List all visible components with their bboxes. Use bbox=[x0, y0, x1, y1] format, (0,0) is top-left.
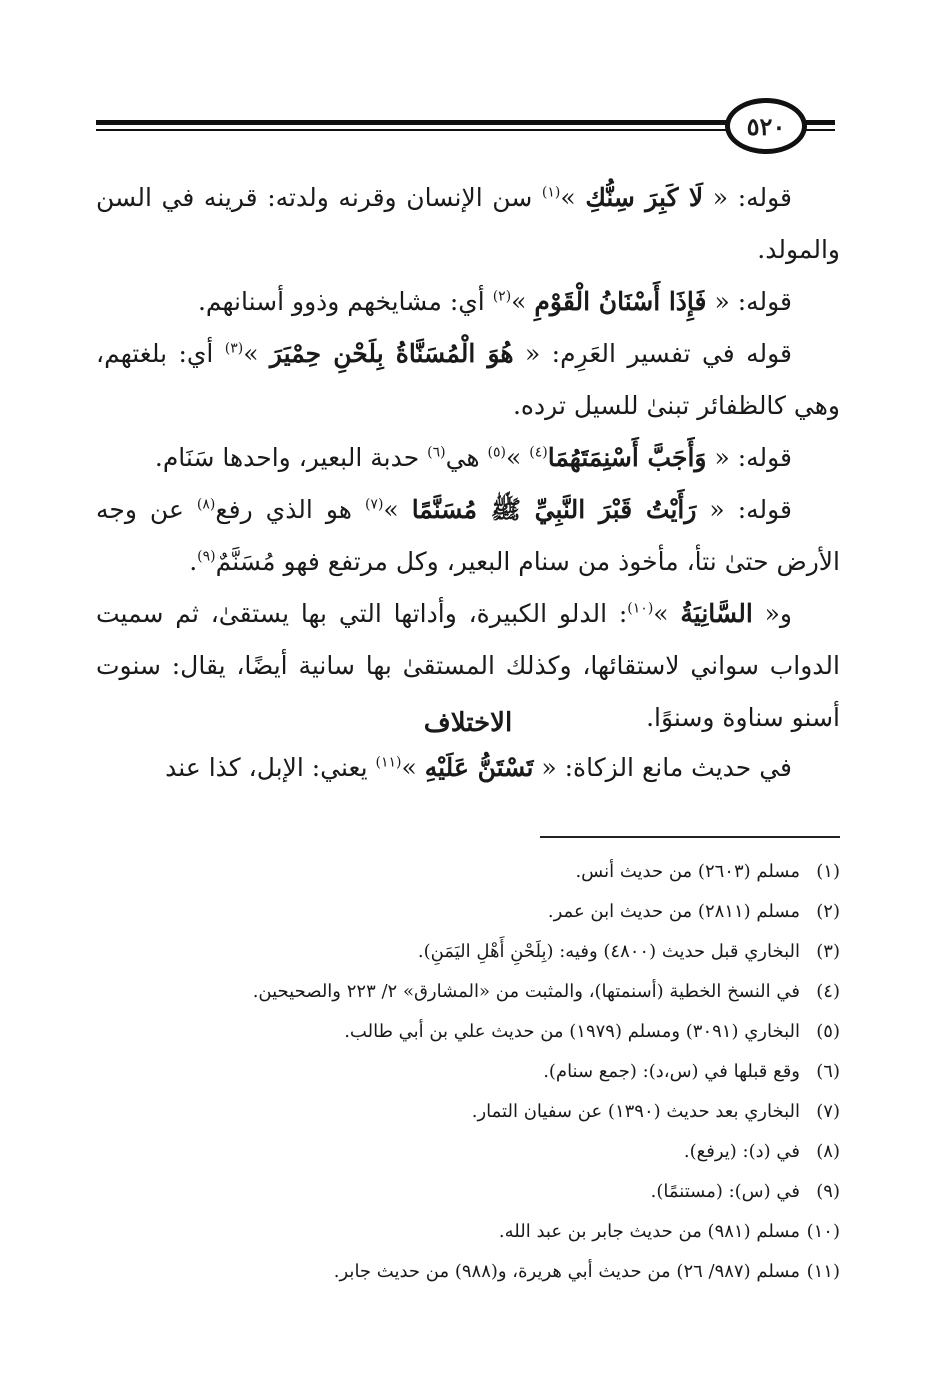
paragraph-after-title: في حديث مانع الزكاة: « تَسْتَنُّ عَلَيْهِ »$^{(١١)}$ يعني: الإبل، كذا عند bbox=[165, 753, 792, 782]
footnote-item bbox=[96, 972, 840, 1012]
footnote-item bbox=[96, 932, 840, 972]
footnote-ref: (٧) bbox=[364, 496, 384, 513]
header-rule-right-thin bbox=[805, 129, 835, 131]
quote: رَأَيْتُ قَبْرَ النَّبِيِّ ﷺ مُسَنَّمًا bbox=[411, 495, 697, 524]
footnote-separator bbox=[540, 836, 840, 838]
page-header bbox=[0, 96, 949, 166]
footnote-ref: (٦) bbox=[427, 444, 446, 461]
footnote-number: (٦) bbox=[816, 1061, 840, 1082]
paragraph-2: قوله: « فَإِذَا أَسْنَانُ الْقَوْمِ »$^{(٢)}$ أي: مشايخهم وذوو أسنانهم. bbox=[197, 287, 792, 316]
footnote-number: (٥) bbox=[816, 1021, 840, 1042]
footnote-number: (٣) bbox=[816, 941, 840, 962]
footnote-ref: (٩) bbox=[197, 548, 216, 565]
footnote-text: مسلم (٩٨٧/ ٢٦) من حديث أبي هريرة، و(٩٨٨) من حديث جابر. bbox=[333, 1261, 800, 1282]
quote: السَّانِيَةُ bbox=[680, 599, 753, 628]
footnote-text: في (د): (يرفع). bbox=[683, 1141, 800, 1162]
footnote-ref: (٤) bbox=[529, 444, 548, 461]
footnote-number: (١١) bbox=[806, 1261, 840, 1282]
footnote-ref: (٢) bbox=[492, 288, 512, 305]
paragraph-4: قوله: « وَأَجَبَّ أَسْنِمَتَهُمَا$^{(٤)}$ »$^{(٥)}$ هي$^{(٦)}$ حدبة البعير، واحدها سَنَام. bbox=[154, 443, 792, 472]
footnote-item bbox=[96, 892, 840, 932]
footnote-ref: (٣) bbox=[224, 340, 244, 357]
footnote-item bbox=[96, 1052, 840, 1092]
paragraph-1: قوله: « لَا كَبِرَ سِنُّكِ »$^{(١)}$ سن الإنسان وقرنه ولدته: قرينه في السن والمولد. bbox=[96, 183, 840, 264]
footnote-text: مسلم (٢٦٠٣) من حديث أنس. bbox=[575, 861, 800, 882]
footnote-text: في النسخ الخطية (أسنمتها)، والمثبت من «المشارق» ٢/ ٢٢٣ والصحيحين. bbox=[252, 981, 800, 1002]
footnote-ref: (٨) bbox=[196, 496, 216, 513]
footnote-ref: (١٠) bbox=[627, 600, 654, 617]
footnote-number: (١٠) bbox=[806, 1221, 840, 1242]
footnote-number: (٢) bbox=[816, 901, 840, 922]
footnote-item bbox=[96, 1252, 840, 1292]
quote: وَأَجَبَّ أَسْنِمَتَهُمَا bbox=[547, 443, 707, 472]
footnote-number: (١) bbox=[816, 861, 840, 882]
header-rule-left-thick bbox=[96, 120, 728, 125]
footnote-text: في (س): (مستنمًا). bbox=[650, 1181, 800, 1202]
page-number: ٥٢٠ bbox=[725, 98, 807, 154]
footnote-text: مسلم (٢٨١١) من حديث ابن عمر. bbox=[547, 901, 800, 922]
footnote-text: البخاري بعد حديث (١٣٩٠) عن سفيان التمار. bbox=[471, 1101, 800, 1122]
footnote-ref: (١) bbox=[541, 184, 561, 201]
footnote-item bbox=[96, 852, 840, 892]
header-rule-right bbox=[805, 120, 835, 125]
footnote-ref: (١١) bbox=[375, 754, 402, 771]
footnote-number: (٧) bbox=[816, 1101, 840, 1122]
paragraph-5: قوله: « رَأَيْتُ قَبْرَ النَّبِيِّ ﷺ مُسَنَّمًا »$^{(٧)}$ هو الذي رفع$^{(٨)}$ عن وجه الأرض حتىٰ نتأ، مأخوذ من سنام البعير، وكل مرتفع فهو مُسَنَّمٌ$^{(٩)}$. bbox=[96, 495, 840, 576]
footnote-item bbox=[96, 1172, 840, 1212]
quote: هُوَ الْمُسَنَّاةُ بِلَحْنِ حِمْيَرَ bbox=[269, 339, 514, 368]
quote: لَا كَبِرَ سِنُّكِ bbox=[585, 183, 704, 212]
footnote-number: (٨) bbox=[816, 1141, 840, 1162]
quote: تَسْتَنُّ عَلَيْهِ bbox=[424, 753, 534, 782]
footnote-item bbox=[96, 1212, 840, 1252]
paragraph-3: قوله في تفسير العَرِم: « هُوَ الْمُسَنَّاةُ بِلَحْنِ حِمْيَرَ »$^{(٣)}$ أي: بلغتهم، وهي كالظفائر تبنىٰ للسيل ترده. bbox=[96, 339, 840, 420]
paragraph-6: و« السَّانِيَةُ »$^{(١٠)}$: الدلو الكبيرة، وأداتها التي بها يستقىٰ، ثم سميت الدواب سواني لاستقائها، وكذلك المستقىٰ بها سانية أيضًا، يقال: سنوت أسنو سناوة وسنوًا. bbox=[96, 599, 840, 732]
footnote-number: (٤) bbox=[816, 981, 840, 1002]
footnote-item bbox=[96, 1012, 840, 1052]
section-title: الاختلاف bbox=[423, 708, 513, 738]
quote: فَإِذَا أَسْنَانُ الْقَوْمِ bbox=[534, 287, 707, 316]
main-text bbox=[96, 172, 840, 744]
footnotes-list bbox=[96, 852, 840, 1292]
footnote-text: البخاري قبل حديث (٤٨٠٠) وفيه: (بِلَحْنِ أَهْلِ اليَمَنِ). bbox=[417, 941, 800, 962]
footnote-text: مسلم (٩٨١) من حديث جابر بن عبد الله. bbox=[498, 1221, 800, 1242]
footnote-number: (٩) bbox=[816, 1181, 840, 1202]
footnote-text: وقع قبلها في (س،د): (جمع سنام). bbox=[543, 1061, 800, 1082]
footnote-item bbox=[96, 1132, 840, 1172]
footnote-ref: (٥) bbox=[487, 444, 507, 461]
header-rule-left-thin bbox=[96, 129, 728, 131]
footnote-item bbox=[96, 1092, 840, 1132]
footnote-text: البخاري (٣٠٩١) ومسلم (١٩٧٩) من حديث علي بن أبي طالب. bbox=[344, 1021, 800, 1042]
